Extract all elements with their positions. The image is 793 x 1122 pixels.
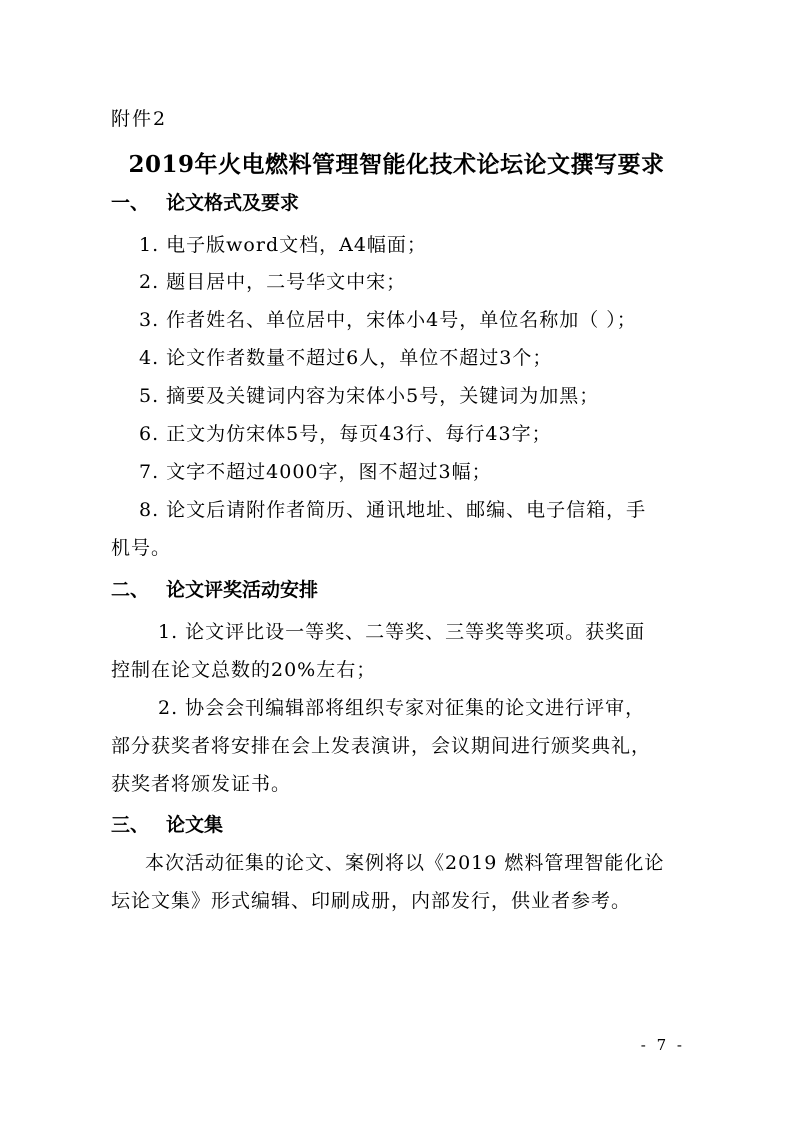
requirement-line: 5. 摘要及关键词内容为宋体小5号，关键词为加黑；: [139, 385, 600, 407]
section-heading-1: [111, 188, 299, 215]
section-title: 论文评奖活动安排: [166, 579, 319, 601]
section-title: 论文格式及要求: [166, 192, 300, 214]
award-line: 部分获奖者将安排在会上发表演讲，会议期间进行颁奖典礼，: [111, 735, 652, 757]
award-line: 2. 协会会刊编辑部将组织专家对征集的论文进行评审，: [158, 697, 646, 719]
collection-line: 本次活动征集的论文、案例将以《2019 燃料管理智能化论: [145, 852, 665, 874]
document-title: 2019年火电燃料管理智能化技术论坛论文撰写要求: [128, 151, 665, 178]
section-heading-2: [111, 575, 318, 602]
award-line: 控制在论文总数的20%左右；: [111, 659, 377, 681]
requirement-line: 1. 电子版word文档，A4幅面；: [139, 234, 427, 256]
requirement-line: 4. 论文作者数量不超过6人，单位不超过3个；: [139, 347, 553, 369]
requirement-line: 机号。: [111, 537, 172, 559]
award-line: 1. 论文评比设一等奖、二等奖、三等奖等奖项。获奖面: [158, 621, 646, 643]
section-number: 二、: [111, 579, 150, 601]
collection-line: 坛论文集》形式编辑、印刷成册，内部发行，供业者参考。: [111, 890, 632, 912]
section-number: 一、: [111, 192, 150, 214]
section-heading-3: [111, 810, 223, 837]
section-number: 三、: [111, 814, 150, 836]
requirement-line: 3. 作者姓名、单位居中，宋体小4号，单位名称加（ ）；: [139, 309, 637, 331]
section-title: 论文集: [166, 814, 224, 836]
award-line: 获奖者将颁发证书。: [111, 773, 292, 795]
page-number: - 7 -: [640, 1036, 685, 1054]
attachment-label: 附件2: [111, 108, 168, 130]
requirement-line: 2. 题目居中，二号华文中宋；: [139, 271, 407, 293]
requirement-line: 6. 正文为仿宋体5号，每页43行、每行43字；: [139, 423, 552, 445]
requirement-line: 8. 论文后请附作者简历、通讯地址、邮编、电子信箱，手: [139, 499, 647, 521]
requirement-line: 7. 文字不超过4000字，图不超过3幅；: [139, 461, 492, 483]
